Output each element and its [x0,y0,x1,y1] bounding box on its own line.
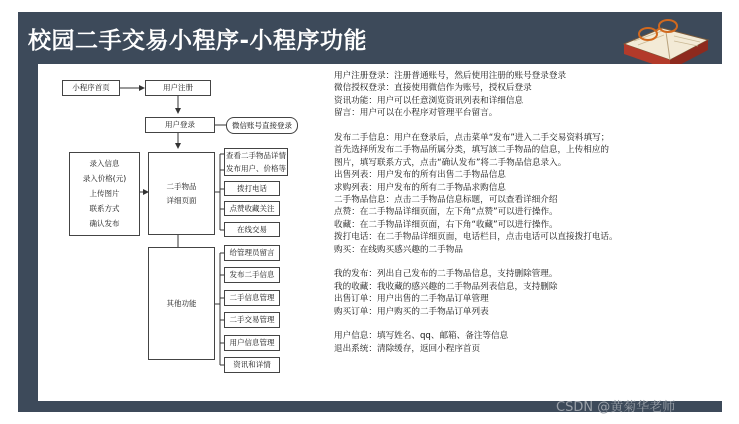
other-item-node: 资讯和详情 [224,357,280,373]
description-line: 微信授权登录：直接使用微信作为账号，授权后登录 [334,83,532,94]
publish-field: 确认发布 [89,219,120,229]
content-panel [38,64,722,401]
other-item-node: 二手交易管理 [224,312,280,328]
function-description-text [334,70,719,355]
description-line: 退出系统：清除缓存，返回小程序首页 [334,343,481,354]
wechat-login-callout: 微信账号直接登录 [226,117,298,134]
description-line: 购买订单：用户购买的二手物品订单列表 [334,306,489,317]
home-node: 小程序首页 [62,80,120,96]
description-line: 拨打电话：在二手物品详细页面，电话栏目，点击电话可以直接拨打电话。 [334,232,618,243]
description-line: 我的发布：列出自己发布的二手物品信息，支持删除管理。 [334,269,558,280]
detail-page-line-1: 二手物品 [166,181,197,191]
description-line: 求购列表：用户发布的所有二手物品求购信息 [334,182,506,193]
csdn-watermark: CSDN @黄菊华老师 [556,400,676,415]
description-line: 出售订单：用户出售的二手物品订单管理 [334,294,489,305]
publish-fields-node [69,152,140,236]
online-trade-node: 在线交易 [224,222,280,237]
publish-field: 上传图片 [89,189,120,199]
description-line: 出售列表：用户发布的所有出售二手物品信息 [334,170,506,181]
publish-field: 联系方式 [89,204,120,214]
other-functions-node: 其他功能 [148,247,215,360]
publish-field: 录入信息 [89,158,120,168]
description-line: 收藏：在二手物品详细页面，右下角“收藏”可以进行操作。 [334,219,558,230]
register-node: 用户注册 [145,80,211,96]
other-item-node: 给管理员留言 [224,245,280,261]
paragraph-gap [334,256,719,268]
view-detail-line-2: 发布用户、价格等 [226,163,286,173]
description-line: 留言：用户可以在小程序对管理平台留言。 [334,108,498,119]
description-line: 二手物品信息：点击二手物品信息标题，可以查看详细介绍 [334,195,558,206]
description-line: 图片，填写联系方式，点击“确认发布”将二手物品信息录入。 [334,157,567,168]
description-line: 我的收藏：我收藏的感兴趣的二手物品列表信息，支持删除 [334,281,558,292]
like-favorite-node: 点赞收藏关注 [224,201,280,216]
description-line: 资讯功能：用户可以任意浏览资讯列表和详细信息 [334,95,524,106]
publish-field: 录入价格(元) [82,173,127,183]
other-item-node: 用户信息管理 [224,335,280,351]
view-detail-line-1: 查看二手物品详情 [226,150,286,160]
description-line: 购买：在线购买感兴趣的二手物品 [334,244,463,255]
call-phone-node: 拨打电话 [224,181,280,196]
login-node: 用户登录 [145,117,215,133]
function-flowchart [38,64,328,401]
detail-page-line-2: 详细页面 [166,195,197,205]
description-line: 首先选择所发布二手物品所属分类，填写該二手物品的信息，上传相应的 [334,145,610,156]
view-detail-node [224,148,288,176]
description-line: 点赞：在二手物品详细页面，左下角“点赞”可以进行操作。 [334,207,558,218]
paragraph-gap [334,120,719,132]
other-item-node: 二手信息管理 [224,290,280,306]
description-line: 用户注册登录：注册普通账号，然后使用注册的账号登录登录 [334,71,567,81]
slide-title: 校园二手交易小程序-小程序功能 [28,28,368,54]
description-line: 用户信息：填写姓名、qq、邮箱、备注等信息 [334,331,509,342]
item-detail-page-node [148,152,215,235]
paragraph-gap [334,318,719,330]
description-line: 发布二手信息：用户在登录后，点击菜单“发布”进入二手交易资料填写； [334,133,610,144]
other-item-node: 发布二手信息 [224,267,280,283]
